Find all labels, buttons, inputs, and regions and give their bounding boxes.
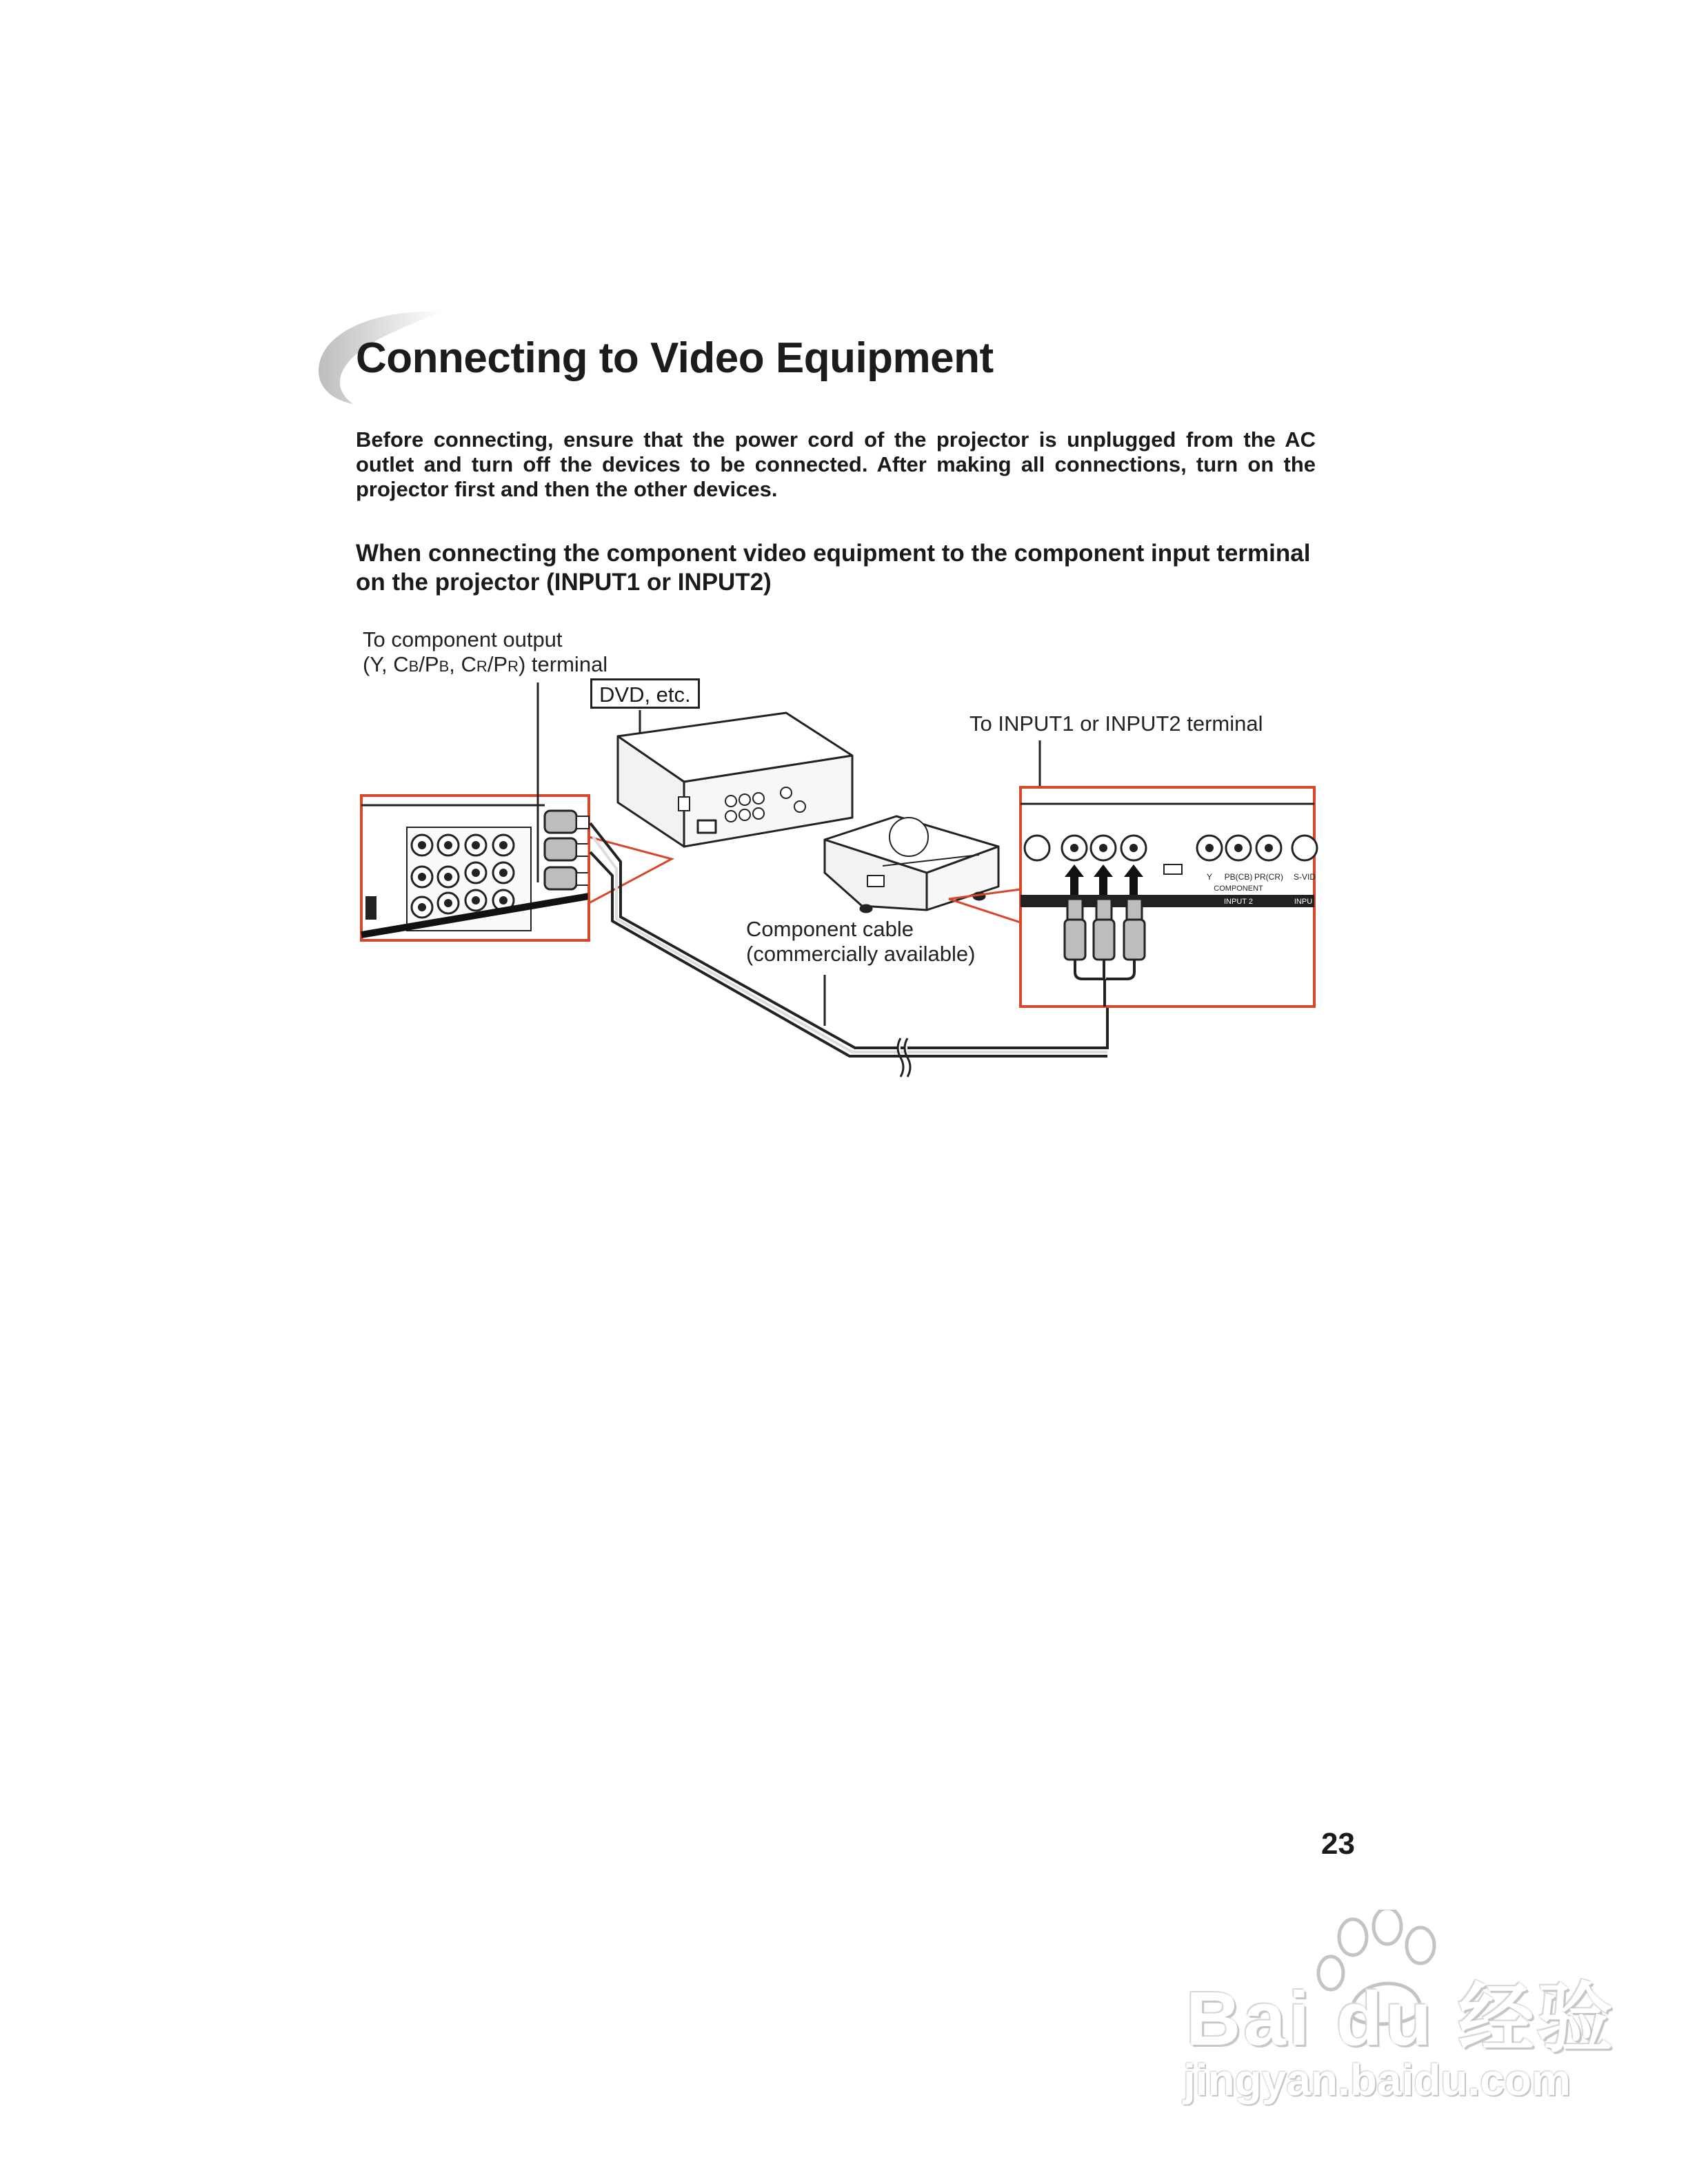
label-cable-line1: Component cable bbox=[746, 917, 914, 941]
page-title: Connecting to Video Equipment bbox=[356, 334, 994, 382]
label-input-terminal: To INPUT1 or INPUT2 terminal bbox=[969, 711, 1263, 736]
panel-label-y: Y bbox=[1206, 872, 1213, 882]
projector-device bbox=[825, 816, 998, 912]
panel-label-pr: PR(CR) bbox=[1254, 872, 1283, 882]
label-cable-line2: (commercially available) bbox=[746, 942, 976, 966]
label-dvd: DVD, etc. bbox=[590, 678, 700, 709]
page-number: 23 bbox=[1321, 1827, 1355, 1861]
panel-label-input2: INPUT 2 bbox=[1224, 898, 1253, 906]
panel-label-pb: PB(CB) bbox=[1224, 872, 1253, 882]
panel-label-svideo: S-VID bbox=[1293, 872, 1316, 882]
section-subheading: When connecting the component video equipment to the component input terminal on the projector (INPUT1 or INPUT2) bbox=[356, 540, 1311, 596]
label-component-output-line2: (Y, CB/PB, CR/PR) terminal bbox=[363, 652, 608, 676]
panel-label-input-partial: INPU bbox=[1294, 898, 1313, 906]
dvd-rear-panel-callout bbox=[361, 796, 589, 940]
panel-label-component: COMPONENT bbox=[1214, 884, 1263, 893]
intro-paragraph: Before connecting, ensure that the power cord of the projector is unplugged from the AC outlet and turn off the devices to be connected. After making all connections, turn on the projector first and then the other devices. bbox=[356, 427, 1316, 501]
projector-input-panel-callout bbox=[1021, 787, 1317, 1007]
label-component-output-line1: To component output bbox=[363, 627, 563, 651]
watermark-brand: Bai du 经验 bbox=[1186, 1976, 1616, 2061]
watermark-url: jingyan.baidu.com bbox=[1183, 2055, 1571, 2105]
dvd-player-device bbox=[618, 713, 852, 847]
